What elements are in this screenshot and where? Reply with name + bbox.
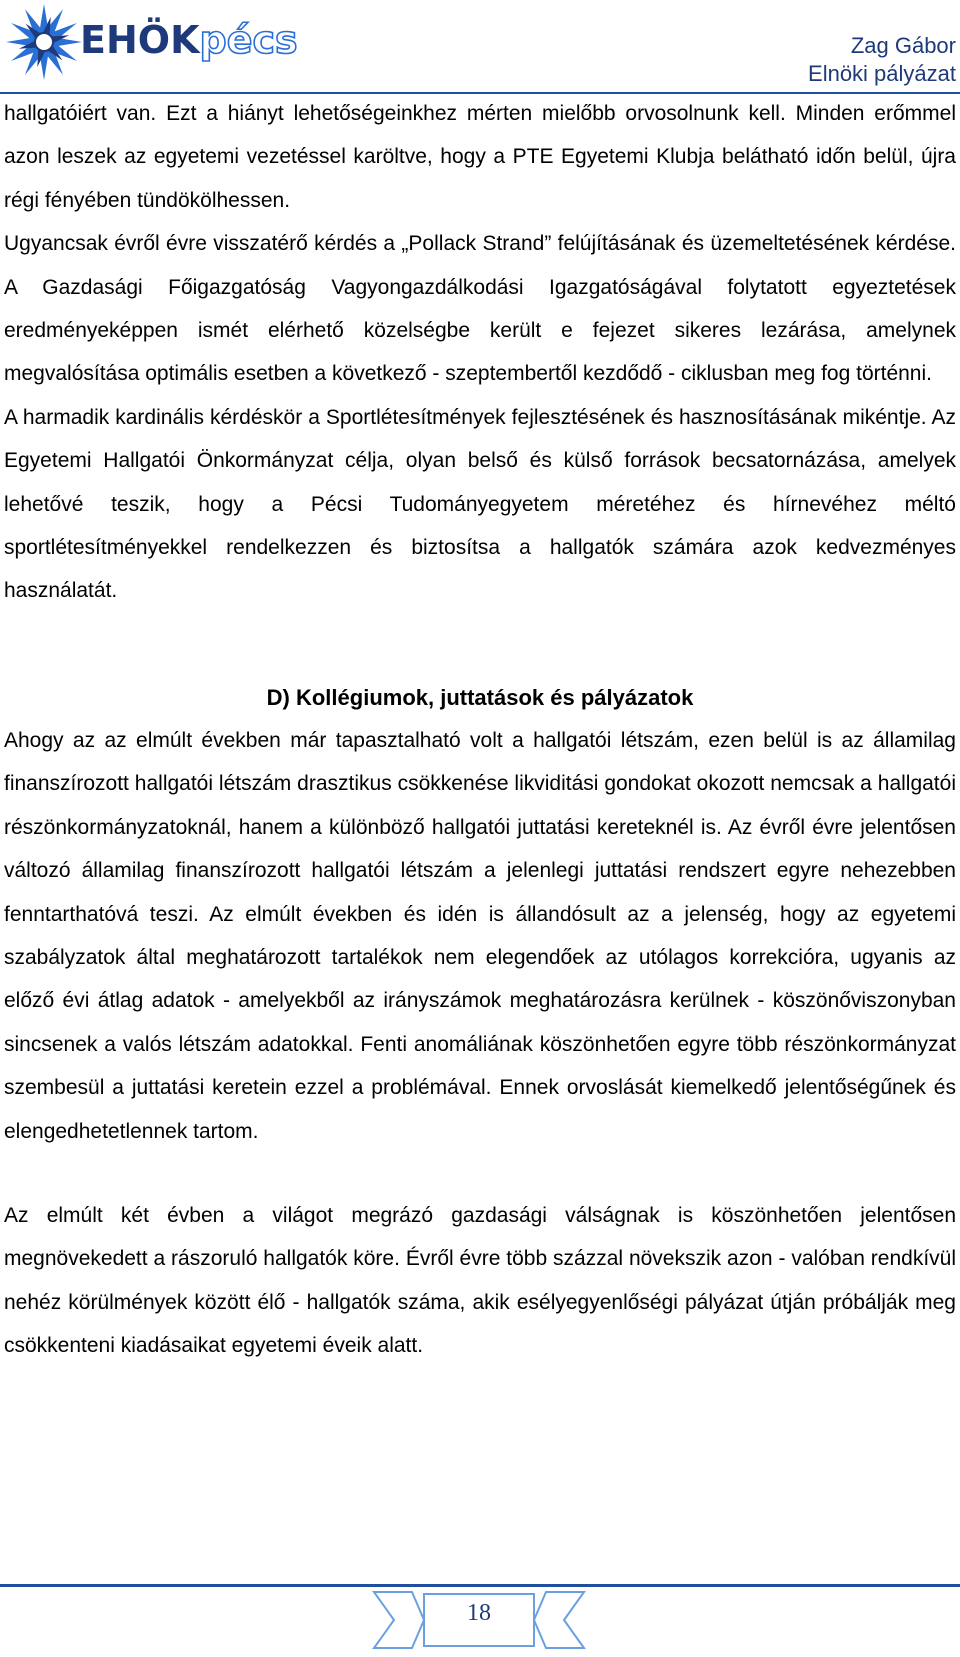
ehok-pecs-logo (6, 2, 296, 86)
header-author: Zag Gábor (850, 33, 956, 58)
footer-divider (0, 1584, 960, 1587)
spacer (4, 1153, 956, 1194)
logo-text-pecs: pécs (199, 18, 298, 62)
page-number-badge (372, 1588, 586, 1652)
paragraph-sportletesitmenyek: A harmadik kardinális kérdéskör a Sportlétesítmények fejlesztésének és hasznosításának mikéntje. Az Egyetemi Hallgatói Önkormányzat célja, olyan belső és külső források becsatornázása, amelyek lehetővé teszik, hogy a Pécsi Tudományegyetem méretéhez és hírnevéhez méltó sportlétesítményekkel rendelkezzen és biztosítsa a hallgatók számára azok kedvezményes használatát. (4, 405, 956, 603)
paragraph-juttatasok: Ahogy az az elmúlt években már tapasztalható volt a hallgatói létszám, ezen belül is az államilag finanszírozott hallgatói létszám drasztikus csökkenése likviditási gondokat okozott nemcsak a hallgatói részönkormányzatoknál, hanem a különböző hallgatói juttatási kereteknél is. Az évről évre jelentősen változó államilag finanszírozott hallgatói létszám a jelenlegi juttatási rendszert egyre nehezebben fenntarthatóvá teszi. Az elmúlt években és idén is állandósult az a jelenség, hogy az egyetemi szabályzatok által meghatározott tartalékok nem elegendőek az utólagos korrekcióra, ugyanis az előző évi átlag adatok - amelyekből az irányszámok meghatározásra kerülnek - köszönőviszonyban sincsenek a valós létszám adatokkal. Fenti anomáliának köszönhetően egyre több részönkormányzat szembesül a juttatási keretein ezzel a problémával. Ennek orvoslását kiemelkedő jelentőségűnek és elengedhetetlennek tartom. (4, 728, 956, 1143)
paragraph-eselyegyenloseg: Az elmúlt két évben a világot megrázó gazdasági válságnak is köszönhetően jelentősen megnövekedett a rászoruló hallgatók köre. Évről évre több százzal növekszik azon - valóban rendkívül nehéz körülmények között élő - hallgatók száma, akik esélyegyenlőségi pályázat útján próbálják meg csökkenteni kiadásaikat egyetemi éveik alatt. (4, 1203, 956, 1358)
paragraph-pollack-strand: Ugyancsak évről évre visszatérő kérdés a „Pollack Strand” felújításának és üzemeltetésének kérdése. A Gazdasági Főigazgatóság Vagyongazdálkodási Igazgatóságával folytatott egyeztetések eredményeképpen ismét elérhető közelségbe került e fejezet sikeres lezárása, amelynek megvalósítása optimális esetben a következő - szeptembertől kezdődő - ciklusban meg fog történni. (4, 232, 956, 386)
document-body (4, 92, 956, 1368)
page-header (0, 0, 960, 96)
logo-text-ehok: EHÖK (80, 18, 200, 62)
spacer (4, 613, 956, 676)
section-heading: D) Kollégiumok, juttatások és pályázatok (266, 684, 694, 710)
header-meta (808, 32, 956, 88)
logo-wordmark (80, 18, 298, 62)
page-number: 18 (467, 1600, 491, 1626)
header-doc-title: Elnöki pályázat (808, 61, 956, 86)
paragraph-klub: hallgatóiért van. Ezt a hiányt lehetőségeinkhez mérten mielőbb orvosolnunk kell. Minden erőmmel azon leszek az egyetemi vezetéssel karöltve, hogy a PTE Egyetemi Klubja belátható időn belül, újra régi fényében tündökölhessen. (4, 102, 956, 212)
